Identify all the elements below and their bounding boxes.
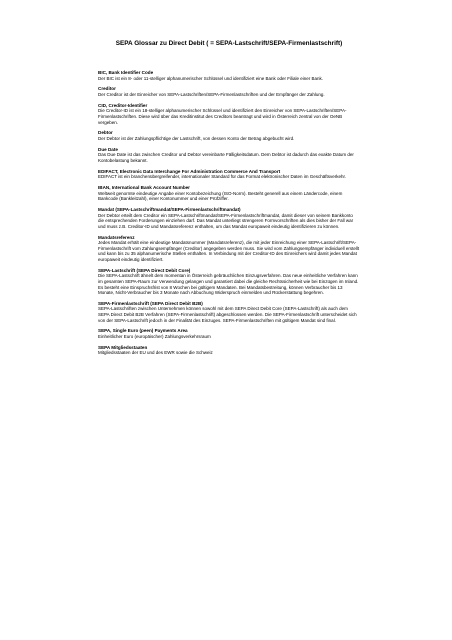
glossary-term: CID, Creditor-Identifier: [98, 102, 148, 108]
glossary-entry: [98, 268, 360, 296]
glossary-list: [98, 70, 360, 356]
glossary-definition: Der Creditor ist der Einreicher von SEPA-Lastschriften/SEPA-Firmenlastschriften und der Empfänger der Zahlung.: [98, 91, 325, 97]
glossary-definition: Die Creditor-ID ist ein 18-stelliger alphanumerischer Schlüssel und identifiziert den Einreicher von SEPA-Lastschriften/SEPA-Firmenlastschriften. Diese wird über das Kreditinstitut des Creditors beantragt und wird in Österreich zentral von der OeNB vergeben.: [98, 108, 347, 125]
glossary-entry: [98, 185, 360, 202]
glossary-term: SEPA, Single Euro (peen) Payments Area: [98, 328, 188, 334]
glossary-entry: [98, 130, 360, 141]
glossary-entry: [98, 86, 360, 97]
glossary-entry: [98, 301, 360, 323]
glossary-definition: Das Due Date ist das zwischen Creditor und Debtor vereinbarte Fälligkeitsdatum. Dem Debtor ist dadurch das exakte Datum der Kontobelastung bekannt.: [98, 152, 354, 163]
glossary-entry: [98, 207, 360, 229]
glossary-term: SEPA-Firmenlastschrift (SEPA Direct Debit B2B): [98, 300, 203, 306]
glossary-entry: [98, 235, 360, 263]
glossary-term: IBAN, International Bank Account Number: [98, 185, 190, 191]
glossary-definition: Der BIC ist ein 8- oder 11-stelliger alphanumerischer Schlüssel und identifiziert eine Bank oder Filiale einer Bank.: [98, 75, 324, 81]
document-page: [98, 40, 360, 361]
glossary-term: Debtor: [98, 130, 113, 136]
glossary-term: Due Date: [98, 146, 118, 152]
glossary-entry: [98, 169, 360, 180]
glossary-term: Mandat (SEPA-Lastschriftmandat/SEPA-Firmenlastschriftmandat): [98, 207, 241, 212]
glossary-definition: SEPA-Lastschriften zwischen Unternehmen können sowohl mit dem SEPA Direct Debit Core (SEPA-Lastschrift) als auch dem SEPA Direct Debit B2B Verfahren (SEPA-Firmenlastschrift) abgeschlossen werden. Die SEPA-Firmenlastschrift unterscheidet sich von der SEPA-Lastschrift jedoch in der Finalität des Einzuges. SEPA-Firmenlastschriften mit gültigem Mandat sind final.: [98, 306, 357, 323]
glossary-definition: Weltweit genormte eindeutige Angabe einer Kontobezeichung (ISO-Norm). Besteht generell aus einem Ländercode, einem Bankcode (Bankleitzahl), einer Kontonummer und einer Prüfziffer.: [98, 190, 343, 202]
glossary-term: BIC, Bank Identifier Code: [98, 70, 154, 75]
glossary-term: Mandatsreferenz: [98, 234, 135, 240]
glossary-definition: Der Debtor erteilt dem Creditor ein SEPA-Lastschriftmandat/SEPA-Firmenlastschriftmandat, damit dieser von seinem Bankkonto die entsprechenden Forderungen einziehen darf. Das Mandat unterliegt strengeren Formvorschriften als dies bisher der Fall war und muss z.B. Creditor-ID und Mandatsreferenz enthalten, um das Mandat europaweit eindeutig identifizieren zu können.: [98, 212, 354, 229]
glossary-definition: Die SEPA-Lastschrift ähnelt dem momentan in Österreich gebräuchlichen Einzugsverfahren. Das neue einheitliche Verfahren kann im gesamten SEPA-Raum zur Verwendung gelangen und garantiert dabei die gleiche Rechtssicherheit wie bei Einzügen im Inland. Es besteht eine Einspruchsfrist von 8 Wochen bei gültigem Mandaten. Bei Mandatsbestreitung, können Verbraucher bis 13 Monate, Nicht-Verbraucher bis 3 Monate nach Abbuchung Widerspruch einmelden und Rückerstattung begehren.: [98, 273, 359, 296]
glossary-entry: [98, 147, 360, 164]
glossary-term: SEPA-Lastschrift (SEPA Direct Debit Core): [98, 267, 191, 273]
glossary-entry: [98, 345, 360, 356]
glossary-definition: Mitgliedsstaaten der EU und des EWR sowie die Schweiz: [98, 350, 213, 356]
glossary-entry: [98, 70, 360, 81]
glossary-entry: [98, 328, 360, 339]
glossary-definition: EDIFACT ist ein branchenübergreifender, internationaler Standard für das Format elektronischer Daten im Geschäftsverkehr.: [98, 174, 347, 180]
glossary-definition: Jedes Mandat erhält eine eindeutige Mandatsnummer (Mandatsreferenz), die mit jeder Einreichung einer SEPA-Lastschrift/SEPA-Firmenlastschrift vom Zahlungsempfänger (Creditor) angegeben werden muss. Sie wird vom Zahlungsempfänger individuell erstellt und kann bis zu 35 alphanumerische Stellen enthalten. In Verbindung mit der Creditor-ID des Einreichers wird damit jedes Mandat europaweit eindeutig identifiziert.: [98, 240, 360, 262]
glossary-term: SEPA Mitgliedsstaaten: [98, 344, 148, 350]
glossary-definition: Der Debtor ist der Zahlungspflichtige der Lastschrift, von dessen Konto der Betrag abgebucht wird.: [98, 135, 295, 141]
glossary-definition: Einheitlicher Euro (europäischer) Zahlungsverkehrsraum: [98, 334, 211, 340]
glossary-term: Creditor: [98, 86, 116, 92]
document-title: SEPA Glossar zu Direct Debit ( = SEPA-Lastschrift/SEPA-Firmenlastschrift): [115, 40, 343, 47]
glossary-term: EDIFACT, Electronic Data Interchange For Administration Commerce And Transport: [98, 168, 281, 174]
glossary-entry: [98, 103, 360, 125]
